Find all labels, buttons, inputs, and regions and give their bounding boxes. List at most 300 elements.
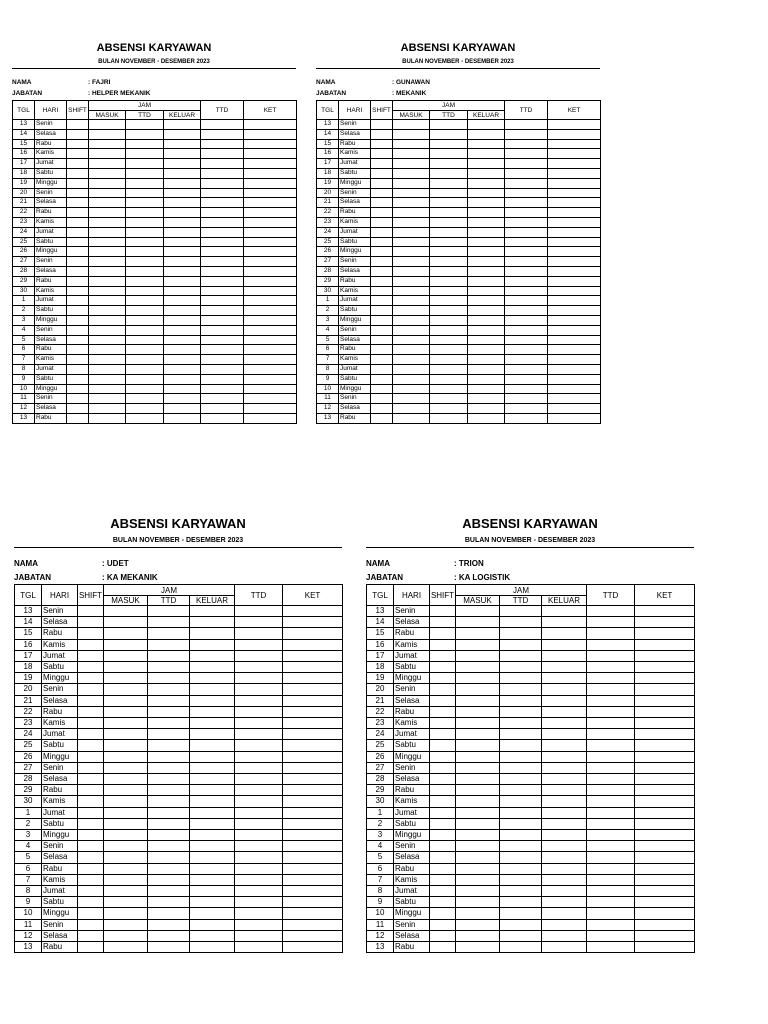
masuk-cell [104, 706, 148, 717]
ket-cell [548, 296, 601, 306]
keluar-cell [164, 315, 201, 325]
header-jam: JAM [89, 101, 201, 111]
tgl-cell: 13 [317, 413, 339, 423]
shift-cell [430, 785, 456, 796]
ttd-cell [505, 404, 548, 414]
hari-cell: Minggu [394, 830, 430, 841]
table-row [317, 217, 601, 227]
masuk-cell [456, 684, 500, 695]
table-row [367, 919, 695, 930]
keluar-cell [468, 129, 505, 139]
table-row [13, 208, 297, 218]
tgl-cell: 7 [317, 355, 339, 365]
jam-ttd-cell [126, 188, 164, 198]
keluar-cell [542, 942, 587, 953]
keluar-cell [190, 718, 235, 729]
table-row [13, 178, 297, 188]
hari-cell: Kamis [394, 796, 430, 807]
tgl-cell: 22 [367, 706, 394, 717]
ttd-cell [235, 762, 283, 773]
ttd-cell [201, 345, 244, 355]
tgl-cell: 6 [317, 345, 339, 355]
ket-cell [548, 237, 601, 247]
header-shift: SHIFT [430, 585, 456, 606]
ket-cell [635, 874, 695, 885]
hari-cell: Rabu [42, 942, 78, 953]
table-row [13, 149, 297, 159]
hari-cell: Kamis [35, 355, 67, 365]
ket-cell [244, 217, 297, 227]
ket-cell [548, 404, 601, 414]
shift-cell [67, 129, 89, 139]
table-row [13, 384, 297, 394]
jam-ttd-cell [148, 886, 190, 897]
tgl-cell: 28 [13, 266, 35, 276]
tgl-cell: 1 [13, 296, 35, 306]
keluar-cell [542, 852, 587, 863]
hari-cell: Jumat [339, 159, 371, 169]
shift-cell [430, 852, 456, 863]
ttd-cell [505, 188, 548, 198]
tgl-cell: 21 [15, 695, 42, 706]
hari-cell: Senin [339, 394, 371, 404]
ttd-cell [235, 852, 283, 863]
table-row [15, 673, 343, 684]
ttd-cell [587, 796, 635, 807]
ttd-cell [201, 208, 244, 218]
ttd-cell [505, 198, 548, 208]
shift-cell [371, 355, 393, 365]
ttd-cell [505, 257, 548, 267]
jam-ttd-cell [148, 751, 190, 762]
ttd-cell [587, 841, 635, 852]
hari-cell: Rabu [339, 345, 371, 355]
keluar-cell [542, 695, 587, 706]
title-divider [12, 68, 296, 69]
masuk-cell [89, 208, 126, 218]
hari-cell: Minggu [339, 178, 371, 188]
jam-ttd-cell [148, 762, 190, 773]
ket-cell [548, 335, 601, 345]
keluar-cell [190, 617, 235, 628]
hari-cell: Rabu [35, 276, 67, 286]
hari-cell: Minggu [339, 247, 371, 257]
ket-cell [283, 785, 343, 796]
nama-label: NAMA [12, 79, 32, 86]
shift-cell [78, 617, 104, 628]
tgl-cell: 28 [15, 774, 42, 785]
masuk-cell [104, 695, 148, 706]
ket-cell [635, 684, 695, 695]
hari-cell: Selasa [42, 774, 78, 785]
hari-cell: Senin [42, 762, 78, 773]
ket-cell [283, 617, 343, 628]
ket-cell [283, 718, 343, 729]
hari-cell: Kamis [35, 149, 67, 159]
jam-ttd-cell [148, 852, 190, 863]
shift-cell [371, 247, 393, 257]
hari-cell: Sabtu [339, 237, 371, 247]
masuk-cell [104, 874, 148, 885]
hari-cell: Kamis [339, 286, 371, 296]
shift-cell [430, 874, 456, 885]
masuk-cell [456, 841, 500, 852]
shift-cell [78, 762, 104, 773]
masuk-cell [456, 751, 500, 762]
ket-cell [635, 695, 695, 706]
ttd-cell [201, 276, 244, 286]
ket-cell [548, 306, 601, 316]
hari-cell: Selasa [394, 852, 430, 863]
table-header [15, 585, 343, 606]
table-row [367, 774, 695, 785]
tgl-cell: 2 [317, 306, 339, 316]
table-row [15, 919, 343, 930]
ttd-cell [235, 886, 283, 897]
hari-cell: Jumat [35, 364, 67, 374]
jam-ttd-cell [500, 919, 542, 930]
attendance-table [12, 100, 297, 424]
table-row [13, 306, 297, 316]
masuk-cell [456, 639, 500, 650]
shift-cell [371, 129, 393, 139]
table-row [317, 345, 601, 355]
jam-ttd-cell [148, 639, 190, 650]
table-body [367, 606, 695, 953]
jam-ttd-cell [430, 139, 468, 149]
shift-cell [371, 120, 393, 130]
keluar-cell [542, 785, 587, 796]
hari-cell: Rabu [394, 706, 430, 717]
tgl-cell: 18 [367, 662, 394, 673]
ket-cell [244, 413, 297, 423]
keluar-cell [190, 606, 235, 617]
tgl-cell: 8 [13, 364, 35, 374]
shift-cell [371, 404, 393, 414]
hari-cell: Sabtu [42, 662, 78, 673]
ttd-cell [201, 286, 244, 296]
keluar-cell [190, 740, 235, 751]
table-row [15, 796, 343, 807]
table-row [13, 325, 297, 335]
sheet-subtitle: BULAN NOVEMBER - DESEMBER 2023 [98, 59, 210, 65]
ttd-cell [587, 908, 635, 919]
hari-cell: Minggu [35, 247, 67, 257]
masuk-cell [104, 919, 148, 930]
hari-cell: Senin [35, 120, 67, 130]
jam-ttd-cell [500, 942, 542, 953]
ttd-cell [587, 662, 635, 673]
title-divider [14, 547, 342, 548]
table-row [15, 617, 343, 628]
table-row [367, 650, 695, 661]
ket-cell [548, 208, 601, 218]
tgl-cell: 3 [317, 315, 339, 325]
masuk-cell [104, 908, 148, 919]
ket-cell [548, 345, 601, 355]
keluar-cell [190, 830, 235, 841]
keluar-cell [164, 306, 201, 316]
jabatan-label: JABATAN [12, 90, 43, 97]
jam-ttd-cell [430, 178, 468, 188]
header-ket: KET [548, 101, 601, 120]
hari-cell: Sabtu [35, 306, 67, 316]
ket-cell [635, 639, 695, 650]
masuk-cell [393, 355, 430, 365]
ttd-cell [201, 306, 244, 316]
jam-ttd-cell [430, 217, 468, 227]
table-body [15, 606, 343, 953]
ttd-cell [235, 774, 283, 785]
header-jam: JAM [456, 585, 587, 596]
ket-cell [283, 628, 343, 639]
tgl-cell: 30 [367, 796, 394, 807]
hari-cell: Rabu [42, 785, 78, 796]
table-row [13, 364, 297, 374]
masuk-cell [393, 374, 430, 384]
keluar-cell [468, 188, 505, 198]
hari-cell: Rabu [394, 942, 430, 953]
nama-value: : TRION [454, 559, 484, 568]
table-row [317, 159, 601, 169]
shift-cell [67, 364, 89, 374]
jam-ttd-cell [148, 718, 190, 729]
tgl-cell: 27 [15, 762, 42, 773]
table-row [317, 384, 601, 394]
ket-cell [244, 394, 297, 404]
hari-cell: Selasa [339, 404, 371, 414]
masuk-cell [456, 930, 500, 941]
keluar-cell [190, 930, 235, 941]
tgl-cell: 22 [15, 706, 42, 717]
masuk-cell [393, 178, 430, 188]
shift-cell [371, 325, 393, 335]
hari-cell: Senin [35, 188, 67, 198]
keluar-cell [468, 139, 505, 149]
hari-cell: Minggu [35, 315, 67, 325]
jam-ttd-cell [126, 168, 164, 178]
tgl-cell: 19 [15, 673, 42, 684]
keluar-cell [190, 818, 235, 829]
keluar-cell [542, 886, 587, 897]
table-row [15, 874, 343, 885]
shift-cell [371, 306, 393, 316]
ttd-cell [505, 237, 548, 247]
shift-cell [78, 639, 104, 650]
ket-cell [283, 919, 343, 930]
masuk-cell [393, 198, 430, 208]
keluar-cell [468, 266, 505, 276]
ket-cell [548, 247, 601, 257]
jabatan-value: : MEKANIK [392, 90, 427, 97]
keluar-cell [542, 930, 587, 941]
table-row [15, 897, 343, 908]
masuk-cell [104, 729, 148, 740]
tgl-cell: 1 [367, 807, 394, 818]
masuk-cell [456, 673, 500, 684]
tgl-cell: 15 [13, 139, 35, 149]
header-shift: SHIFT [67, 101, 89, 120]
shift-cell [67, 413, 89, 423]
ttd-cell [505, 217, 548, 227]
shift-cell [430, 830, 456, 841]
ket-cell [635, 706, 695, 717]
jam-ttd-cell [500, 897, 542, 908]
keluar-cell [164, 394, 201, 404]
ket-cell [244, 374, 297, 384]
attendance-table [14, 584, 343, 953]
table-row [367, 639, 695, 650]
keluar-cell [164, 296, 201, 306]
ket-cell [283, 662, 343, 673]
tgl-cell: 24 [367, 729, 394, 740]
jam-ttd-cell [148, 897, 190, 908]
table-row [15, 762, 343, 773]
table-row [367, 718, 695, 729]
shift-cell [67, 217, 89, 227]
masuk-cell [89, 374, 126, 384]
ket-cell [548, 315, 601, 325]
ttd-cell [587, 606, 635, 617]
ttd-cell [235, 684, 283, 695]
keluar-cell [164, 345, 201, 355]
shift-cell [78, 662, 104, 673]
hari-cell: Sabtu [339, 306, 371, 316]
shift-cell [67, 208, 89, 218]
shift-cell [371, 257, 393, 267]
tgl-cell: 9 [13, 374, 35, 384]
ket-cell [244, 247, 297, 257]
ttd-cell [235, 740, 283, 751]
jam-ttd-cell [148, 841, 190, 852]
jabatan-value: : KA LOGISTIK [454, 573, 511, 582]
shift-cell [430, 662, 456, 673]
hari-cell: Rabu [42, 628, 78, 639]
jam-ttd-cell [430, 159, 468, 169]
masuk-cell [393, 129, 430, 139]
jam-ttd-cell [500, 684, 542, 695]
jam-ttd-cell [500, 662, 542, 673]
hari-cell: Jumat [394, 729, 430, 740]
ttd-cell [201, 335, 244, 345]
ttd-cell [201, 384, 244, 394]
masuk-cell [393, 217, 430, 227]
ttd-cell [201, 296, 244, 306]
hari-cell: Minggu [42, 908, 78, 919]
table-row [367, 908, 695, 919]
ket-cell [244, 159, 297, 169]
tgl-cell: 30 [13, 286, 35, 296]
hari-cell: Rabu [42, 706, 78, 717]
tgl-cell: 5 [317, 335, 339, 345]
jam-ttd-cell [500, 841, 542, 852]
hari-cell: Kamis [42, 639, 78, 650]
ket-cell [635, 930, 695, 941]
keluar-cell [164, 129, 201, 139]
table-row [317, 355, 601, 365]
keluar-cell [164, 217, 201, 227]
table-row [317, 394, 601, 404]
table-row [367, 841, 695, 852]
ttd-cell [505, 247, 548, 257]
tgl-cell: 12 [15, 930, 42, 941]
hari-cell: Senin [394, 684, 430, 695]
hari-cell: Sabtu [394, 740, 430, 751]
ttd-cell [235, 863, 283, 874]
keluar-cell [164, 266, 201, 276]
masuk-cell [104, 852, 148, 863]
header-hari: HARI [35, 101, 67, 120]
table-row [367, 740, 695, 751]
keluar-cell [164, 325, 201, 335]
ket-cell [635, 897, 695, 908]
jam-ttd-cell [126, 129, 164, 139]
masuk-cell [104, 639, 148, 650]
jam-ttd-cell [148, 942, 190, 953]
shift-cell [67, 168, 89, 178]
jam-ttd-cell [148, 706, 190, 717]
jam-ttd-cell [148, 796, 190, 807]
header-jam-ttd: TTD [500, 596, 542, 606]
keluar-cell [164, 198, 201, 208]
tgl-cell: 28 [317, 266, 339, 276]
tgl-cell: 3 [15, 830, 42, 841]
masuk-cell [89, 237, 126, 247]
masuk-cell [89, 355, 126, 365]
tgl-cell: 7 [15, 874, 42, 885]
jam-ttd-cell [430, 404, 468, 414]
shift-cell [430, 606, 456, 617]
shift-cell [78, 684, 104, 695]
jam-ttd-cell [430, 413, 468, 423]
shift-cell [78, 706, 104, 717]
table-row [367, 606, 695, 617]
ket-cell [635, 729, 695, 740]
jam-ttd-cell [430, 315, 468, 325]
tgl-cell: 14 [15, 617, 42, 628]
shift-cell [430, 718, 456, 729]
masuk-cell [104, 617, 148, 628]
jam-ttd-cell [126, 237, 164, 247]
header-ket: KET [283, 585, 343, 606]
keluar-cell [542, 617, 587, 628]
keluar-cell [190, 628, 235, 639]
masuk-cell [89, 325, 126, 335]
tgl-cell: 6 [367, 863, 394, 874]
shift-cell [371, 168, 393, 178]
ttd-cell [505, 139, 548, 149]
keluar-cell [190, 639, 235, 650]
tgl-cell: 26 [13, 247, 35, 257]
keluar-cell [164, 355, 201, 365]
jam-ttd-cell [148, 807, 190, 818]
keluar-cell [468, 335, 505, 345]
masuk-cell [89, 139, 126, 149]
keluar-cell [164, 276, 201, 286]
masuk-cell [393, 208, 430, 218]
shift-cell [78, 774, 104, 785]
shift-cell [430, 886, 456, 897]
ket-cell [635, 919, 695, 930]
keluar-cell [190, 673, 235, 684]
nama-value: : UDET [102, 559, 129, 568]
ttd-cell [587, 684, 635, 695]
hari-cell: Minggu [35, 178, 67, 188]
ket-cell [548, 168, 601, 178]
shift-cell [78, 897, 104, 908]
tgl-cell: 17 [15, 650, 42, 661]
masuk-cell [456, 818, 500, 829]
